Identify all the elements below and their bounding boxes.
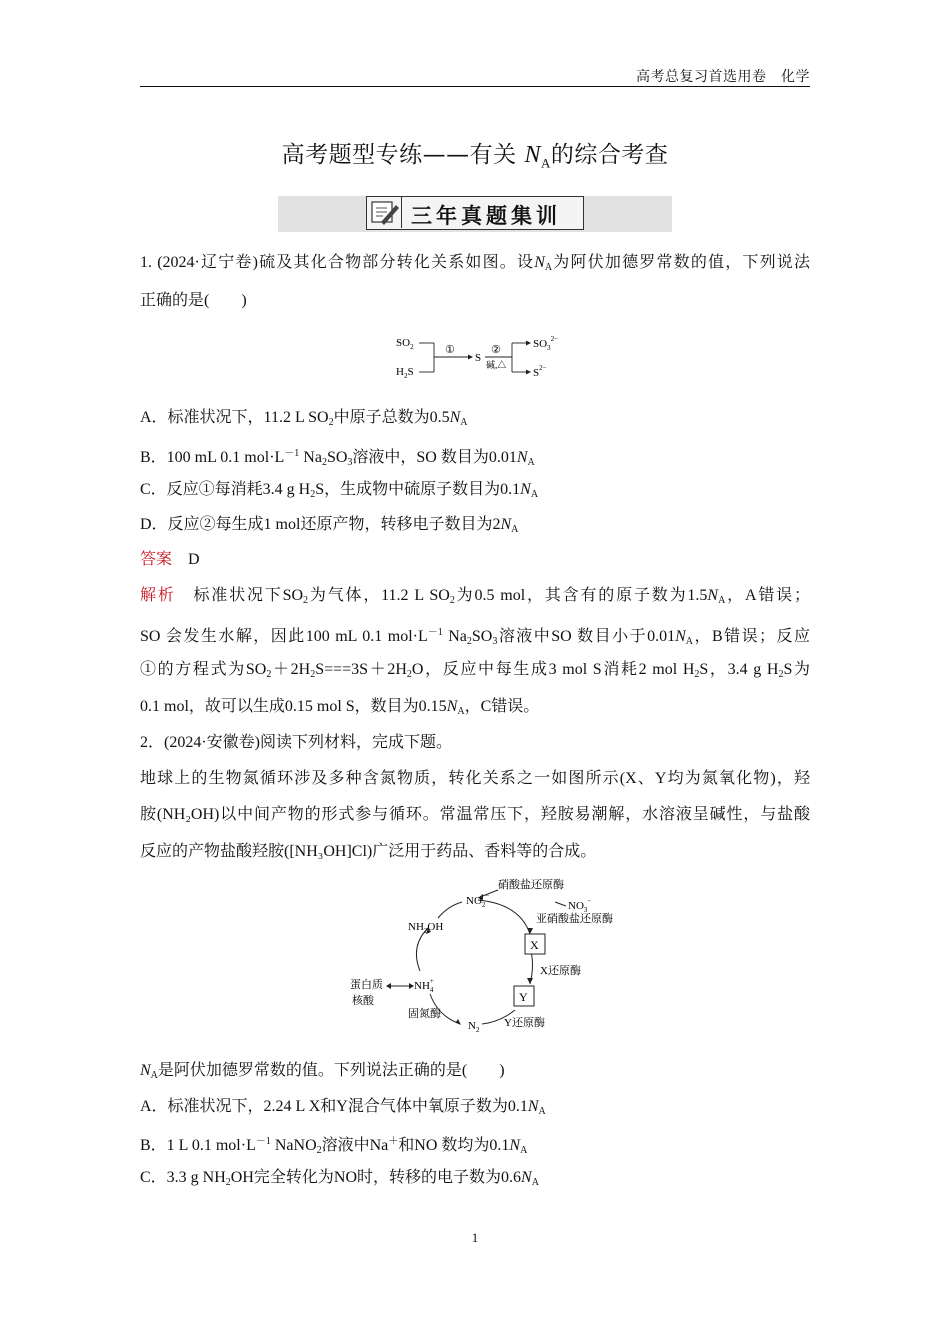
- diagram-circle-1: ①: [445, 344, 455, 356]
- q1-option-a: A．标准状况下，11.2 L $SO_2$中原子总数为$0.5N_A$: [140, 409, 468, 428]
- q2-material-3: 反应的产物盐酸羟胺([NH₃OH]Cl)广泛用于药品、香料等的合成。: [140, 843, 597, 860]
- diagram-condition: 碱,△: [486, 360, 507, 370]
- enzyme-nitrogenase: 固氮酶: [408, 1008, 441, 1020]
- page-title: 高考题型专练——有关 $N_A$的综合考查: [281, 142, 669, 171]
- q2-stem: $N_A$是阿伏加德罗常数的值。下列说法正确的是( ): [140, 1062, 505, 1081]
- diagram-s2: $S^{2-}$: [533, 364, 547, 379]
- species-n2: $N_2$: [468, 1020, 480, 1034]
- q1-explanation-1: 解析 标准状况下$SO_2$为气体，11.2 L $SO_2$为0.5 mol，其含有的原子数为$1.5N_A$，A错误；: [140, 587, 810, 606]
- section-banner: [278, 196, 672, 232]
- q2-nitrogen-cycle-diagram: [330, 876, 630, 1034]
- species-nh4: NH+ 4: [414, 977, 434, 994]
- species-nh2oh: $NH_2OH$: [408, 921, 444, 935]
- label-nucleic-acid: 核酸: [352, 995, 374, 1007]
- q2-material-2: 胺(NH₂OH)以中间产物的形式参与循环。常温常压下，羟胺易潮解，水溶液呈碱性，与盐酸: [140, 806, 810, 823]
- q2-line1: 2．(2024·安徽卷)阅读下列材料，完成下题。: [140, 734, 452, 751]
- diagram-s: S: [475, 352, 482, 364]
- diagram-so3: $SO_3^{2-}$: [533, 335, 559, 352]
- header-rule: [140, 86, 810, 87]
- q1-option-d: D．反应②每生成1 mol还原产物，转移电子数目为$2N_A$: [140, 516, 519, 535]
- q1-explanation-3: ①的方程式为$SO_2+2H_2S===3S+2H_2O$，反应中每生成3 mol S消耗2 mol $H_2S$，3.4 g $H_2S$为: [140, 661, 810, 680]
- enzyme-nitrate-reductase: 硝酸盐还原酶: [498, 879, 564, 891]
- q2-option-c: C．3.3 g $NH_2OH$完全转化为NO时，转移的电子数为$0.6N_A$: [140, 1169, 539, 1188]
- page-number: 1: [471, 1230, 479, 1245]
- q1-line1: 1. (2024·辽宁卷)硫及其化合物部分转化关系如图。设$N_A$为阿伏加德罗常数的值，下列说法: [140, 254, 810, 273]
- header-text: 高考总复习首选用卷 化学: [636, 70, 810, 85]
- diagram-circle-2: ②: [491, 344, 501, 356]
- q1-diagram: [392, 330, 572, 382]
- label-protein: 蛋白质: [350, 979, 383, 991]
- diagram-so2: $SO_2$: [396, 337, 414, 351]
- q1-explanation-4: 0.1 mol，故可以生成0.15 mol S，数目为$0.15N_A$，C错误。: [140, 698, 540, 717]
- q2-option-b: B．1 L 0.1 $mol\cdot L^{-1}$ NaNO$_2$溶液中Na＋和NO 数均为$0.1N_A$: [140, 1136, 528, 1156]
- q2-option-a: A．标准状况下，2.24 L X和Y混合气体中氧原子数为$0.1N_A$: [140, 1098, 546, 1117]
- pencil-icon: [367, 197, 402, 228]
- species-x: X: [530, 938, 539, 952]
- q1-answer: 答案 D: [140, 551, 200, 568]
- q1-option-b: B．100 mL 0.1 $mol\cdot L^{-1}$ $Na_2SO_3$溶液中，SO 数目为$0.01N_A$: [140, 448, 535, 468]
- species-no3: $NO_3^-$: [568, 897, 592, 914]
- species-y: Y: [519, 990, 528, 1004]
- enzyme-nitrite-reductase: 亚硝酸盐还原酶: [536, 913, 613, 925]
- species-no2: $NO_2^-$: [466, 892, 490, 909]
- q2-material-1: 地球上的生物氮循环涉及多种含氮物质，转化关系之一如图所示(X、Y均为氮氧化物)，羟: [140, 770, 810, 787]
- enzyme-x-reductase: X还原酶: [540, 965, 581, 977]
- q1-explanation-2: SO 会发生水解，因此100 mL 0.1 $mol\cdot L^{-1}$ $Na_2SO_3$溶液中SO 数目小于$0.01N_A$，B错误；反应: [140, 627, 810, 647]
- diagram-h2s: $H_2S$: [396, 366, 414, 380]
- enzyme-y-reductase: Y还原酶: [504, 1017, 545, 1029]
- q1-line2: 正确的是( ): [140, 292, 247, 309]
- banner-title: 三年真题集训: [411, 204, 561, 228]
- q1-option-c: C．反应①每消耗3.4 g $H_2S$，生成物中硫原子数目为$0.1N_A$: [140, 481, 539, 500]
